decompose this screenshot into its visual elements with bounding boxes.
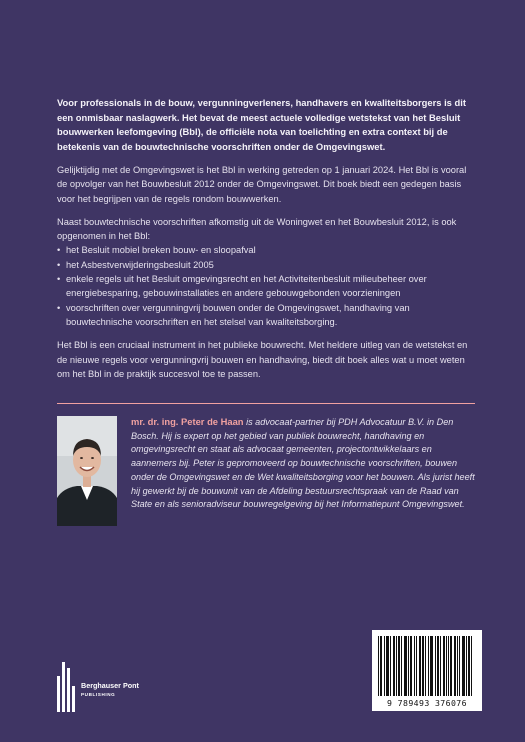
barcode-bar — [430, 636, 431, 696]
author-photo — [57, 416, 117, 526]
barcode-bar — [410, 636, 411, 696]
barcode-bar — [423, 636, 424, 696]
section-divider — [57, 403, 475, 404]
barcode-bar — [435, 636, 436, 696]
barcode-bar — [388, 636, 389, 696]
barcode-bar — [384, 636, 385, 696]
barcode-bar — [411, 636, 412, 696]
barcode-bar — [457, 636, 458, 696]
barcode-bar — [471, 636, 472, 696]
barcode-bar — [422, 636, 423, 696]
barcode-bar — [440, 636, 441, 696]
barcode-bar — [425, 636, 426, 696]
barcode-bar — [380, 636, 381, 696]
barcode-bar — [405, 636, 406, 696]
barcode-bar — [466, 636, 467, 696]
barcode-bar — [450, 636, 451, 696]
author-bio — [131, 415, 477, 512]
barcode-bar — [404, 636, 405, 696]
publisher-tagline: PUBLISHING — [81, 692, 116, 697]
barcode-bar — [399, 636, 400, 696]
barcode-bar — [420, 636, 421, 696]
barcode-bar — [398, 636, 399, 696]
barcode-bar — [438, 636, 439, 696]
barcode-bar — [386, 636, 387, 696]
barcode-bar — [431, 636, 432, 696]
barcode-bar — [443, 636, 444, 696]
barcode-bar — [416, 636, 417, 696]
barcode-bar — [394, 636, 395, 696]
barcode-bar — [451, 636, 452, 696]
barcode-bar — [446, 636, 447, 696]
barcode-bar — [414, 636, 415, 696]
barcode-bar — [428, 636, 429, 696]
barcode-bar — [459, 636, 460, 696]
publisher-name: Berghauser Pont — [81, 681, 139, 690]
author-name: mr. dr. ing. Peter de Haan — [131, 416, 244, 427]
barcode-bars — [372, 630, 482, 698]
list-item: • enkele regels uit het Besluit omgevingsrecht en het Activiteitenbesluit milieubeheer over energiebesparing, gebouwinstallaties en andere gebouwgebonden voorzieningen — [57, 272, 475, 301]
barcode-bar — [396, 636, 397, 696]
author-bio-text: is advocaat-partner bij PDH Advocatuur B.V. in Den Bosch. Hij is expert op het gebied van publiek bouwrecht, handhaving en omgevingsrecht en staat als advocaat gemeenten, projectontwikkelaars en aannemers bij. Peter is gepromoveerd op bouwtechnische voorschriften, bouwen onder de Omgevingswet en de Wet kwaliteitsborging voor het bouwen. Als jurist heeft hij gewerkt bij de bouwunit van de Afdeling bestuursrechtspraak van de Raad van State en als senioradviseur bouwregelgeving bij het Informatiepunt Omgevingswet. — [131, 417, 475, 510]
intro-paragraph: Voor professionals in de bouw, vergunningverleners, handhavers en kwaliteitsborgers is dit een onmisbaar naslagwerk. Het bevat de meest actuele volledige wetstekst van het Besluit bouwwerken leefomgeving (Bbl), de officiële nota van toelichting en extra context bij de betekenis van de bouwtechnische voorschriften onder de Omgevingswet. — [57, 97, 466, 152]
isbn-number: 9 789493 376076 — [387, 698, 467, 708]
barcode-bar — [387, 636, 388, 696]
paragraph-2: Naast bouwtechnische voorschriften afkomstig uit de Woningwet en het Bouwbesluit 2012, is ook opgenomen in het Bbl: — [57, 216, 457, 242]
barcode-bar — [444, 636, 445, 696]
barcode-bar — [378, 636, 379, 696]
barcode-bar — [406, 636, 407, 696]
barcode-bar — [401, 636, 402, 696]
list-item: • het Besluit mobiel breken bouw- en sloopafval — [57, 243, 475, 257]
barcode-bar — [419, 636, 420, 696]
barcode-bar — [437, 636, 438, 696]
barcode-bar — [468, 636, 469, 696]
barcode-bar — [432, 636, 433, 696]
paragraph-1: Gelijktijdig met de Omgevingswet is het Bbl in werking getreden op 1 januari 2024. Het Bbl is vooral de opvolger van het Bouwbesluit 2012 onder de Omgevingswet. Dit boek biedt een gedegen basis voor het begrijpen van de regels rondom bouwwerken. — [57, 165, 467, 204]
list-item: • het Asbestverwijderingsbesluit 2005 — [57, 258, 475, 272]
barcode-bar — [408, 636, 409, 696]
included-regulations-list — [57, 243, 475, 329]
publisher-logo — [57, 662, 137, 712]
barcode-bar — [448, 636, 449, 696]
barcode-bar — [454, 636, 455, 696]
barcode-bar — [381, 636, 382, 696]
publisher-logo-mark — [57, 662, 79, 712]
barcode-bar — [390, 636, 391, 696]
back-cover-text — [57, 96, 475, 390]
barcode-bar — [393, 636, 394, 696]
barcode-bar — [462, 636, 463, 696]
barcode-bar — [455, 636, 456, 696]
paragraph-3: Het Bbl is een cruciaal instrument in het publieke bouwrecht. Met heldere uitleg van de wetstekst en de nieuwe regels voor vergunningvrij bouwen en handhaving, biedt dit boek alles wat u moet weten om het Bbl in de praktijk succesvol toe te passen. — [57, 340, 468, 379]
list-item: • voorschriften over vergunningvrij bouwen onder de Omgevingswet, handhaving van bouwtechnische voorschriften en het stelsel van kwaliteitsborging. — [57, 301, 475, 330]
barcode-bar — [464, 636, 465, 696]
barcode-bar — [463, 636, 464, 696]
barcode-bar — [469, 636, 470, 696]
barcode — [372, 630, 482, 711]
